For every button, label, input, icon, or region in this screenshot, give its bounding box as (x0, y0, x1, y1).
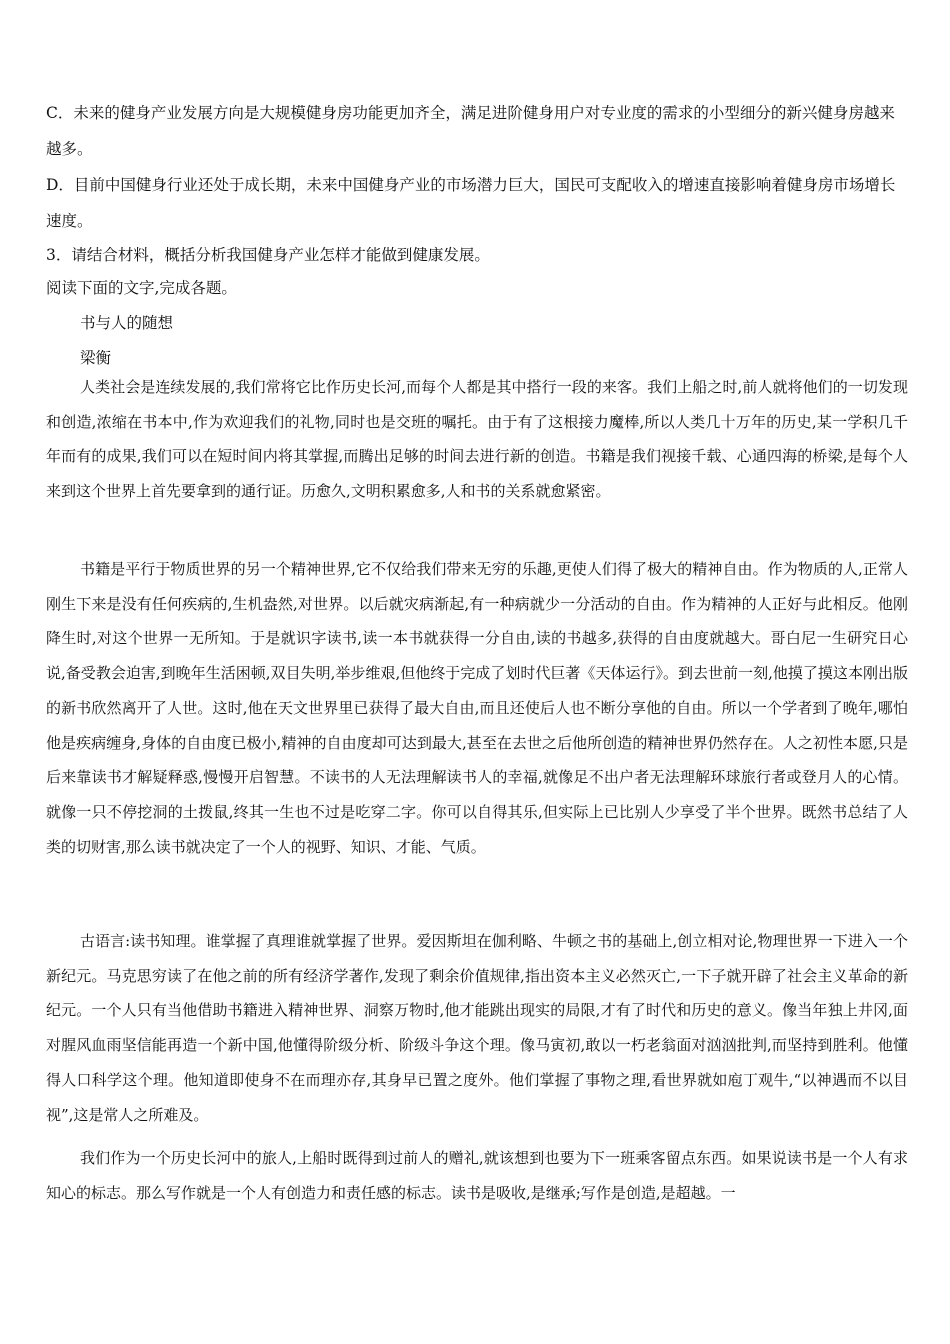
article-paragraph-3: 古语言:读书知理。谁掌握了真理谁就掌握了世界。爱因斯坦在伽利略、牛顿之书的基础上,创立相对论,物理世界一下进入一个新纪元。马克思穷读了在他之前的所有经济学著作,发现了剩余价值规律,指出资本主义必然灭亡,一下子就开辟了社会主义革命的新纪元。一个人只有当他借助书籍进入精神世界、洞察万物时,他才能跳出现实的局限,才有了时代和历史的意义。像当年独上井冈,面对腥风血雨坚信能再造一个新中国,他懂得阶级分析、阶级斗争这个理。像马寅初,敢以一朽老翁面对汹汹批判,而坚持到胜利。他懂得人口科学这个理。他知道即使身不在而理亦存,其身早已置之度外。他们掌握了事物之理,看世界就如庖丁观牛,“以神遇而不以目视”,这是常人之所难及。 (46, 932, 908, 1124)
question-3-text: 3．请结合材料，概括分析我国健身产业怎样才能做到健康发展。 (46, 246, 490, 264)
article-author: 梁衡 (80, 349, 112, 367)
article-paragraph-4: 我们作为一个历史长河中的旅人,上船时既得到过前人的赠礼,就该想到也要为下一班乘客留点东西。如果说读书是一个人有求知心的标志。那么写作就是一个人有创造力和责任感的标志。读书是吸收,是继承;写作是创造,是超越。一 (46, 1149, 908, 1202)
article-paragraph-1: 人类社会是连续发展的,我们常将它比作历史长河,而每个人都是其中搭行一段的来客。我们上船之时,前人就将他们的一切发现和创造,浓缩在书本中,作为欢迎我们的礼物,同时也是交班的嘱托。由于有了这根接力魔棒,所以人类几十万年的历史,某一学积几千年而有的成果,我们可以在短时间内将其掌握,而腾出足够的时间去进行新的创造。书籍是我们视接千载、心通四海的桥梁,是每个人来到这个世界上首先要拿到的通行证。历愈久,文明积累愈多,人和书的关系就愈紧密。 (46, 378, 908, 501)
article-paragraph-2: 书籍是平行于物质世界的另一个精神世界,它不仅给我们带来无穷的乐趣,更使人们得了极大的精神自由。作为物质的人,正常人刚生下来是没有任何疾病的,生机盎然,对世界。以后就灾病渐起,有一种病就少一分活动的自由。作为精神的人正好与此相反。他刚降生时,对这个世界一无所知。于是就识字读书,读一本书就获得一分自由,读的书越多,获得的自由度就越大。哥白尼一生研究日心说,备受教会迫害,到晚年生活困顿,双目失明,举步维艰,但他终于完成了划时代巨著《天体运行》。到去世前一刻,他摸了摸这本刚出版的新书欣然离开了人世。这时,他在天文世界里已获得了最大自由,而且还使后人也不断分享他的自由。所以一个学者到了晚年,哪怕他是疾病缠身,身体的自由度已极小,精神的自由度却可达到最大,甚至在去世之后他所创造的精神世界仍然存在。人之初性本愿,只是后来靠读书才解疑释惑,慢慢开启智慧。不读书的人无法理解读书人的幸福,就像足不出户者无法理解环球旅行者或登月人的心情。就像一只不停挖洞的土拨鼠,终其一生也不过是吃穿二字。你可以自得其乐,但实际上已比别人少享受了半个世界。既然书总结了人类的切财害,那么读书就决定了一个人的视野、知识、才能、气质。 (46, 560, 909, 856)
article-title: 书与人的随想 (80, 314, 174, 332)
reading-instruction: 阅读下面的文字,完成各题。 (46, 279, 237, 297)
option-c-text: C．未来的健身产业发展方向是大规模健身房功能更加齐全，满足进阶健身用户对专业度的需求的小型细分的新兴健身房越来越多。 (46, 104, 895, 158)
option-d-text: D．目前中国健身行业还处于成长期，未来中国健身产业的市场潜力巨大，国民可支配收入的增速直接影响着健身房市场增长速度。 (46, 176, 896, 230)
